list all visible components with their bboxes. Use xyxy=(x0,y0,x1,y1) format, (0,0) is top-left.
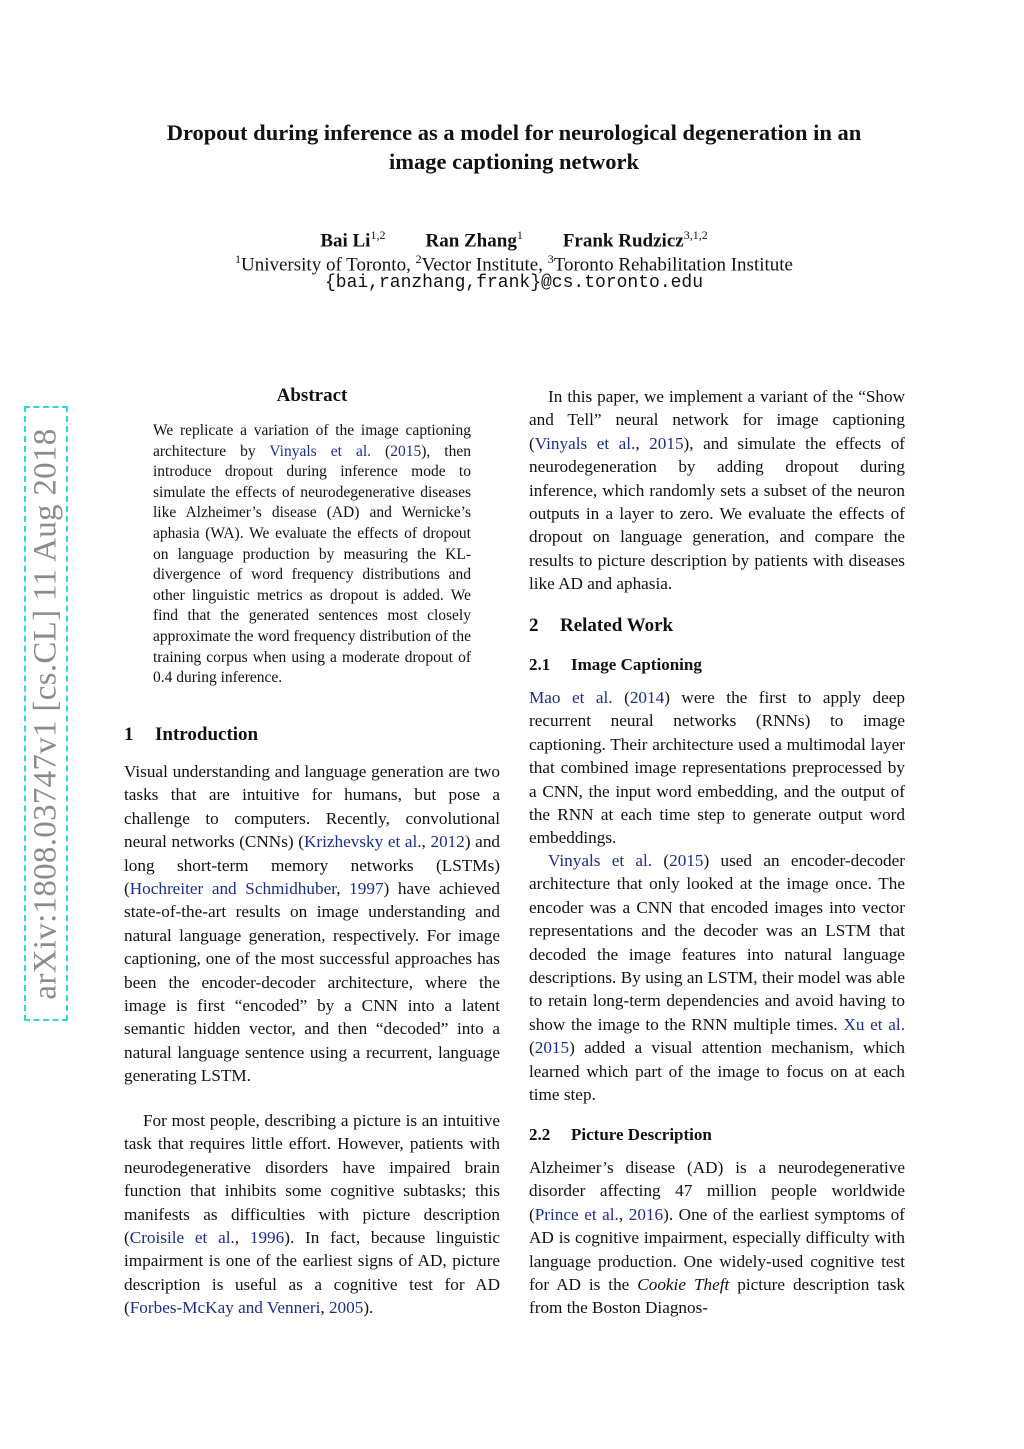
citation-link[interactable]: 2012 xyxy=(430,832,465,852)
citation-link[interactable]: Hochreiter and Schmidhuber xyxy=(129,879,337,899)
body-text: , xyxy=(234,1228,250,1248)
affil-mark: 1 xyxy=(234,252,241,266)
body-text: Visual understanding and language generation are two tasks that are intuitive for humans, but pose a challenge to computers. Recently, convolutional neural networks (CNNs) ( xyxy=(124,762,500,852)
abstract-body xyxy=(153,421,471,689)
affil-mark: 2 xyxy=(415,252,422,266)
citation-link[interactable]: 2015 xyxy=(669,851,704,870)
affil-text: University of Toronto, xyxy=(240,254,416,276)
affil-text: Vector Institute, xyxy=(421,254,548,276)
intro-paragraph-3 xyxy=(529,385,905,596)
paper-title xyxy=(110,118,918,176)
citation-link[interactable]: 2015 xyxy=(534,1038,570,1058)
section-title: Introduction xyxy=(155,724,259,745)
body-text: ( xyxy=(529,1038,535,1058)
subsection-title: Picture Description xyxy=(571,1125,712,1144)
subsection-heading-image-captioning xyxy=(529,653,905,677)
citation-link[interactable]: 2014 xyxy=(629,688,665,707)
image-captioning-paragraph-1 xyxy=(529,686,905,850)
citation-link[interactable]: 1997 xyxy=(349,879,384,899)
body-text: ). xyxy=(363,1298,374,1318)
section-title: Related Work xyxy=(560,615,674,636)
intro-paragraph-2 xyxy=(124,1109,500,1320)
image-captioning-paragraph-2 xyxy=(529,849,905,1106)
author-affil-mark: 1 xyxy=(516,228,523,242)
body-text: ) and long short-term memory networks (LSTMs) ( xyxy=(124,832,501,899)
subsection-number: 2.1 xyxy=(529,655,551,674)
body-text: , xyxy=(320,1298,329,1318)
body-text: , xyxy=(421,832,431,852)
author-affil-mark: 1,2 xyxy=(370,228,386,242)
author-affil-mark: 3,1,2 xyxy=(683,228,708,242)
body-text: , xyxy=(618,1204,629,1224)
citation-link[interactable]: 1996 xyxy=(249,1228,285,1248)
body-text: , xyxy=(635,433,650,453)
section-number: 2 xyxy=(529,615,539,636)
subsection-heading-picture-description xyxy=(529,1123,905,1147)
body-text: ) added a visual attention mechanism, which learned which part of the image to focus on at each time step. xyxy=(529,1038,905,1105)
body-text: In this paper, we implement a variant of the “Show and Tell” neural network for image captioning ( xyxy=(529,387,905,453)
section-heading-related-work xyxy=(529,613,905,639)
body-text: ), and simulate the effects of neurodegeneration by adding dropout during inference, which randomly sets a subset of the neuron outputs in a layer to zero. We evaluate the effects of dropout on language generation, and compare the results to picture description by patients with diseases like AD and aphasia. xyxy=(529,433,906,594)
abstract-text: We replicate a variation of the image captioning architecture by xyxy=(153,422,471,460)
citation-link[interactable]: 2016 xyxy=(628,1204,664,1224)
citation-link[interactable]: Vinyals et al. xyxy=(269,442,372,460)
body-text: ( xyxy=(612,688,630,707)
body-text: ) used an encoder-decoder architecture that only looked at the image once. The encoder was a CNN that encoded images into vector representations and the decoder was an LSTM that decoded the image features into natural language descriptions. By using an LSTM, their model was able to retain long-term dependencies and avoid having to show the image to the RNN multiple times. xyxy=(529,851,905,1034)
citation-link[interactable]: Forbes-McKay and Venneri xyxy=(129,1298,321,1318)
body-text: Alzheimer’s disease (AD) is a neurodegenerative disorder affecting 47 million people worldwide ( xyxy=(529,1158,905,1224)
arxiv-stamp-text: arXiv:1808.03747v1 [cs.CL] 11 Aug 2018 xyxy=(27,427,64,1000)
body-text: For most people, describing a picture is an intuitive task that requires little effort. However, patients with neurodegenerative disorders have impaired brain function that inhibits some cognitive subtasks; this manifests as difficulties with picture description ( xyxy=(124,1111,500,1248)
citation-link[interactable]: 2005 xyxy=(328,1298,364,1318)
subsection-number: 2.2 xyxy=(529,1125,551,1144)
citation-link[interactable]: 2015 xyxy=(649,433,684,453)
body-text: ). In fact, because linguistic impairment is one of the earliest signs of AD, picture description is useful as a cognitive test for AD ( xyxy=(124,1228,501,1318)
title-line-1: Dropout during inference as a model for neurological degeneration in an xyxy=(166,120,862,145)
citation-link[interactable]: Prince et al. xyxy=(534,1204,619,1224)
citation-link[interactable]: 2015 xyxy=(390,442,422,460)
abstract-heading: Abstract xyxy=(276,385,348,406)
abstract-text: ( xyxy=(371,442,391,460)
author-name: Ran Zhang xyxy=(425,230,517,252)
citation-link[interactable]: Vinyals et al. xyxy=(534,433,636,453)
intro-paragraph-1 xyxy=(124,760,500,1088)
citation-link[interactable]: Xu et al. xyxy=(843,1014,905,1034)
affil-text: Toronto Rehabilitation Institute xyxy=(553,254,793,276)
body-text: ) have achieved state-of-the-art results on image understanding and natural language generation, respectively. For image captioning, one of the most successful approaches has been the encoder-decoder architecture, where the image is first “encoded” by a CNN into a latent semantic hidden vector, and then “decoded” into a natural language sentence using a recurrent, language generating LSTM. xyxy=(124,879,501,1086)
body-text: ( xyxy=(652,851,670,870)
body-text: picture description task from the Boston Diagnos- xyxy=(529,1275,905,1318)
abstract-text: ), then introduce dropout during inference mode to simulate the effects of neurodegenerative diseases like Alzheimer’s disease (AD) and Wernicke’s aphasia (WA). We evaluate the effects of dropout on language production by measuring the KL-divergence of word frequency distributions and other linguistic metrics as dropout is added. We find that the generated sentences most closely approximate the word frequency distribution of the training corpus when using a moderate dropout of 0.4 during inference. xyxy=(153,442,471,687)
citation-link[interactable]: Vinyals et al. xyxy=(548,851,653,870)
citation-link[interactable]: Croisile et al. xyxy=(129,1228,235,1248)
subsection-title: Image Captioning xyxy=(571,655,702,674)
emphasis-text: Cookie Theft xyxy=(637,1275,730,1295)
title-line-2: image captioning network xyxy=(389,149,639,174)
author-name: Bai Li xyxy=(320,230,371,252)
affil-mark: 3 xyxy=(547,252,554,266)
section-heading-introduction xyxy=(124,722,500,748)
body-text: ). One of the earliest symptoms of AD is cognitive impairment, especially difficulty with language production. One widely-used cognitive test for AD is the xyxy=(529,1204,905,1295)
citation-link[interactable]: Mao et al. xyxy=(529,688,613,707)
body-text: , xyxy=(336,879,350,899)
author-name: Frank Rudzicz xyxy=(562,230,684,252)
body-text: ) were the first to apply deep recurrent neural networks (RNNs) to image captioning. Their architecture used a multimodal layer that combined image representations preprocessed by a CNN, the input word embedding, and the output of the RNN at each time step to generate output word embeddings. xyxy=(529,688,905,848)
citation-link[interactable]: Krizhevsky et al. xyxy=(303,832,422,852)
section-number: 1 xyxy=(124,724,134,745)
author-emails[interactable]: {bai,ranzhang,frank}@cs.toronto.edu xyxy=(324,273,704,293)
picture-description-paragraph-1 xyxy=(529,1156,905,1320)
arxiv-stamp[interactable] xyxy=(24,406,68,1021)
